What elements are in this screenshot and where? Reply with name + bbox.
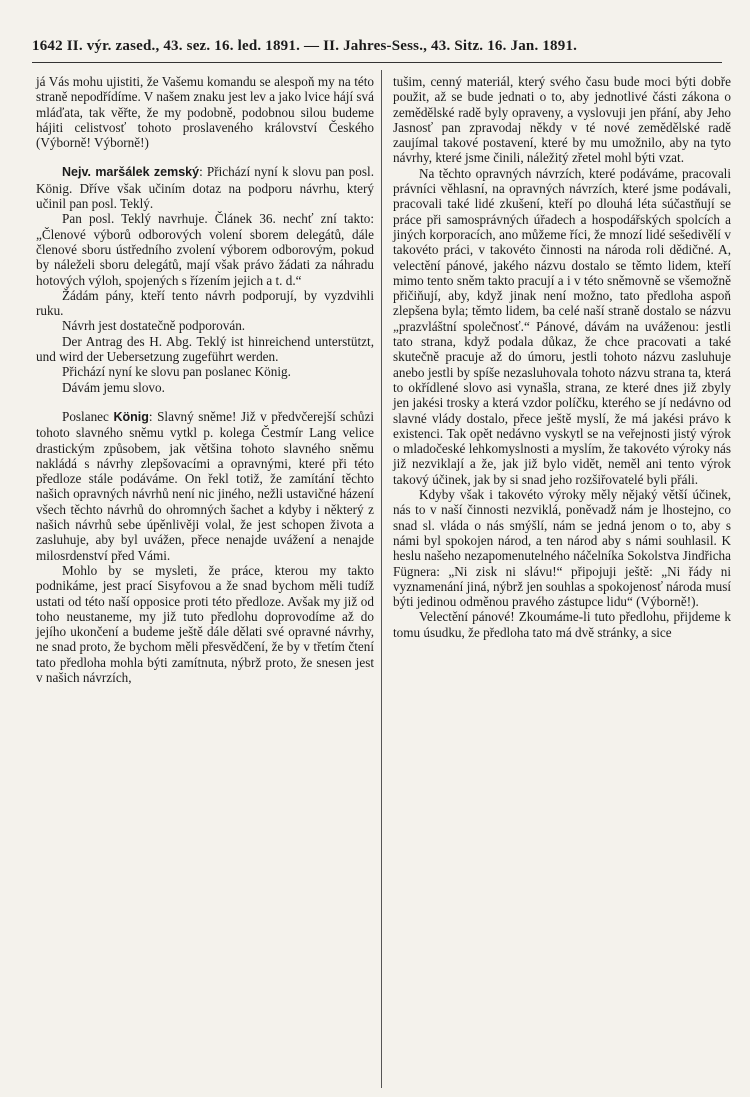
right-column [393, 74, 731, 640]
german-paragraph: Der Antrag des H. Abg. Teklý ist hinreichend unterstützt, und wird der Uebersetzung zugeführt werden. [36, 333, 374, 365]
left-paragraph-4: Žádám pány, kteří tento návrh podporují, by vyzdvihli ruku. [36, 287, 374, 319]
konig-speech [36, 409, 374, 563]
speaker-title: Poslanec [62, 408, 114, 424]
left-paragraph-1: já Vás mohu ujistiti, že Vašemu komandu se alespoň my na této straně nepodřídíme. V našem znaku jest lev a jako lvice hájí svá mláďata, tak věřte, že my podobně, podobnou silou budeme hájiti celistvosť tohoto proslaveného království Českého (Výborně! Výborně!) [36, 74, 374, 151]
left-paragraph-8: Dávám jemu slovo. [62, 379, 165, 395]
page-header: 1642 II. výr. zased., 43. sez. 16. led. 1891. — II. Jahres-Sess., 43. Sitz. 16. Jan. 1891. [32, 38, 578, 54]
right-paragraph-4: Velectění pánové! Zkoumáme-li tuto předlohu, přijdeme k tomu úsudku, že předloha tato má dvě stránky, a sice [393, 609, 731, 640]
speaker-name: Nejv. maršálek zemský [62, 165, 200, 180]
right-paragraph-2: Na těchto opravných návrzích, které podáváme, pracovali právníci věhlasní, na opravných návrzích, které jsme podávali, pracovali také lidé zkušení, kteří po dlouhá léta súčastňují se práce při samosprávných úřadech a hospodářských spolcích a jiných korporacích, ano můžeme říci, že mnozí lidé sešedivělí v takovéto práci, v takovéto činnosti na národa roli dědičné. A, velectění pánové, jakého názvu dostalo se těmto lidem, kteří mimo tento sněm takto pracují a i v této sněmovně se všemožně přičiňují, aby, když jinak není možno, tato předloha aspoň zlepšena byla; těmto lidem, ba celé naší straně dostalo se názvu „prazvláštní společnosť.“ Pánové, dávám na uváženou: jestli tato strana, když podala důkaz, že chce pracovati a také skutečně pracuje až do úmoru, jestli tohoto názvu zasluhuje anebo jestli by spíše nezasluhovala tohoto názvu strana ta, která to okřídlené slovo asi vynašla, strana, ze které dnes již zbyly jen jakési trosky a která vzdor políčku, kterého se jí nedávno od slavné vlády dostalo, přece ještě myslí, že má jakési právo k existenci. Tak opět nedávno vyskytl se na veřejnosti jistý výrok o mladočeské lehkomyslnosti a myslím, že takovéto výroky nás již nezviklají a že, jak již bylo vidět, neměl ani tento výrok takový účinek, jak by si snad jeho rozšiřovatelé byli přáli. [393, 165, 731, 487]
column-divider [381, 70, 382, 1088]
right-paragraph-3: Kdyby však i takovéto výroky měly nějaký větší účinek, nás to v naší činnosti nezviklá, poněvadž nám je lhostejno, co snad sl. vláda o nás smýšlí, nám se jedná jenom o to, aby s námi byl spokojen národ, a ten národ aby s námi souhlasil. K heslu našeho nezapomenutelného náčelníka Sokolstva Jindřicha Fügnera: „Ni zisk ni slávu!“ připojuji ještě: „Ni řády ni vyznamenání jiná, nýbrž jen souhlas a spokojenosť národa musí býti jedinou odměnou pravého zástupce lidu“ (Výborně!). [393, 487, 731, 610]
left-paragraph-7: Přichází nyní ke slovu pan poslanec König. [62, 364, 291, 380]
marshal-text: : Přichází nyní k slovu pan posl. König. Dříve však učiním dotaz na podporu návrhu, který učinil pan posl. Teklý. [36, 164, 374, 212]
left-column [36, 74, 374, 685]
header-rule [32, 62, 722, 63]
konig-text: : Slavný sněme! Již v předvčerejší schůzi tohoto slavného sněmu vytkl p. kolega Čestmír Lang velice drastickým způsobem, jak většina tohoto slavného sněmu nakládá s návrhy zlepšovacími a opravnými, které při této předloze stále podáváme. On řekl totiž, že zamítání těchto našich opravných návrhů není nic jiného, nežli ustavičné házení všech těchto návrhů do ohromných šachet a kdyby i některý z našich návrhů sebe úpěnlivěji volal, že jest schopen života a zasluhuje, aby byl uvážen, přece nenajde uvážení a nenajde milosrdenství před Vámi. [36, 408, 374, 563]
marshal-announcement [36, 164, 374, 211]
left-paragraph-5: Návrh jest dostatečně podporován. [62, 318, 246, 334]
speaker-name: König [113, 409, 149, 424]
left-paragraph-10: Mohlo by se mysleti, že práce, kterou my takto podnikáme, jest prací Sisyfovou a že snad bychom měli tudíž ustati od této naší opposice proti této předloze. Avšak my již od toho neustaneme, my již tuto předlohu doprovodíme až do jejího ukončení a budeme ještě dále dělati své opravné návrhy, ne snad proto, že bychom měli přesvědčení, že by v třetím čtení tato předloha mohla býti zamítnuta, nýbrž proto, že snesen jest v našich návrzích, [36, 562, 374, 685]
right-paragraph-1: tušim, cenný materiál, který svého času bude moci býti dobře použit, až se bude jednati o to, aby jednotlivé části zákona o zemědělské radě byly opraveny, a vyslovuji jen přání, aby Jeho Jasnosť pan zpravodaj někdy v té nové zemědělské radě zaujímal takové postavení, které by mu umožnilo, aby na tyto návrhy, které jsme činili, náležitý zřetel mohl býti vzat. [393, 74, 731, 166]
left-paragraph-3: Pan posl. Teklý navrhuje. Článek 36. nechť zní takto: „Členové výborů odborových volení sborem delegátů, dále členové sboru ústředního zvolení výborem odborovým, pokud by náleželi sboru delegátů, mají však právo žádati za náhradu hotových výloh, spojených s řízením jejich a t. d.“ [36, 211, 374, 288]
